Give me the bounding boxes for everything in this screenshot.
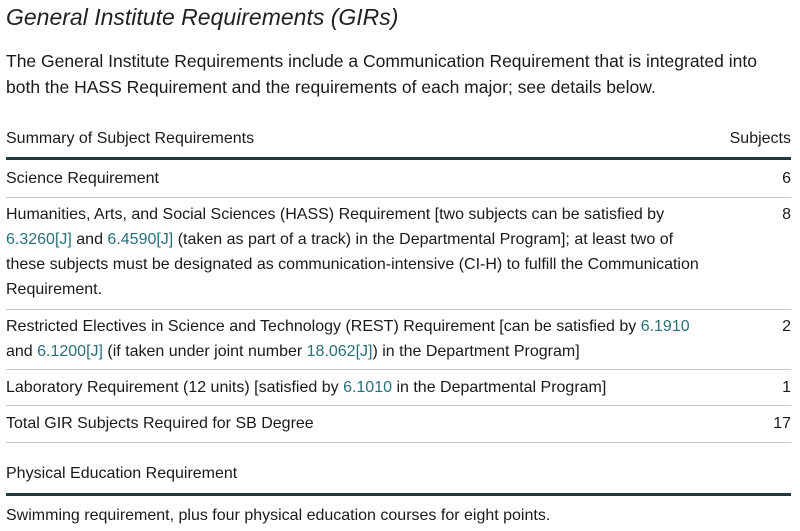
table-row — [6, 375, 791, 400]
course-link-18-062[interactable]: 18.062[J] — [306, 343, 373, 360]
row-text: (if taken under joint number — [102, 343, 307, 360]
row-description — [6, 202, 716, 302]
row-text: and — [6, 343, 38, 360]
intro-paragraph: The General Institute Requirements include a Communication Requirement that is integrated into both the HASS Requirement and the requirements of each major; see details below. — [6, 51, 757, 97]
section-title: General Institute Requirements (GIRs) — [6, 4, 399, 30]
row-description — [6, 314, 716, 364]
row-text: Laboratory Requirement (12 units) [satisfied by — [6, 379, 344, 396]
table-row — [6, 314, 791, 364]
row-text: ) in the Department Program] — [372, 343, 580, 360]
row-divider — [6, 197, 791, 198]
row-subjects: 2 — [782, 318, 791, 335]
row-subjects: 1 — [782, 379, 791, 396]
course-link-6-4590[interactable]: 6.4590[J] — [107, 231, 174, 248]
row-text: (taken as part of a track) in the Departmental Program]; at least two of these subjects must be designated as communication-intensive (CI-H) to fulfill the Communication Requirement. — [6, 231, 699, 298]
table-row-total — [6, 411, 791, 436]
pe-description: Swimming requirement, plus four physical education courses for eight points. — [6, 507, 551, 524]
row-divider — [6, 442, 791, 443]
row-description — [6, 411, 716, 436]
course-link-6-1010[interactable]: 6.1010 — [343, 379, 392, 396]
course-link-6-1910[interactable]: 6.1910 — [640, 318, 690, 335]
course-link-6-1200[interactable]: 6.1200[J] — [37, 343, 103, 360]
course-link-6-3260[interactable]: 6.3260[J] — [6, 231, 72, 248]
row-description — [6, 166, 716, 191]
row-text: and — [71, 231, 108, 248]
table-header — [6, 130, 791, 148]
row-divider — [6, 405, 791, 406]
table-row — [6, 202, 791, 302]
row-subjects: 17 — [773, 415, 791, 432]
row-text: Humanities, Arts, and Social Sciences (HASS) Requirement [two subjects can be satisfied by — [6, 206, 665, 223]
table-header-rule — [6, 157, 791, 160]
row-text: in the Departmental Program] — [392, 379, 607, 396]
pe-header — [6, 465, 791, 483]
row-subjects: 8 — [782, 206, 791, 223]
row-text: Restricted Electives in Science and Technology (REST) Requirement [can be satisfied by — [6, 318, 641, 335]
table-header-label: Summary of Subject Requirements — [6, 130, 255, 147]
row-divider — [6, 369, 791, 370]
row-divider — [6, 309, 791, 310]
pe-header-label: Physical Education Requirement — [6, 465, 238, 482]
table-header-subjects: Subjects — [729, 130, 791, 147]
row-text: Science Requirement — [6, 170, 159, 187]
row-description — [6, 375, 716, 400]
row-text: Total GIR Subjects Required for SB Degree — [6, 415, 314, 432]
row-subjects: 6 — [782, 170, 791, 187]
pe-header-rule — [6, 493, 791, 496]
table-row — [6, 166, 791, 191]
